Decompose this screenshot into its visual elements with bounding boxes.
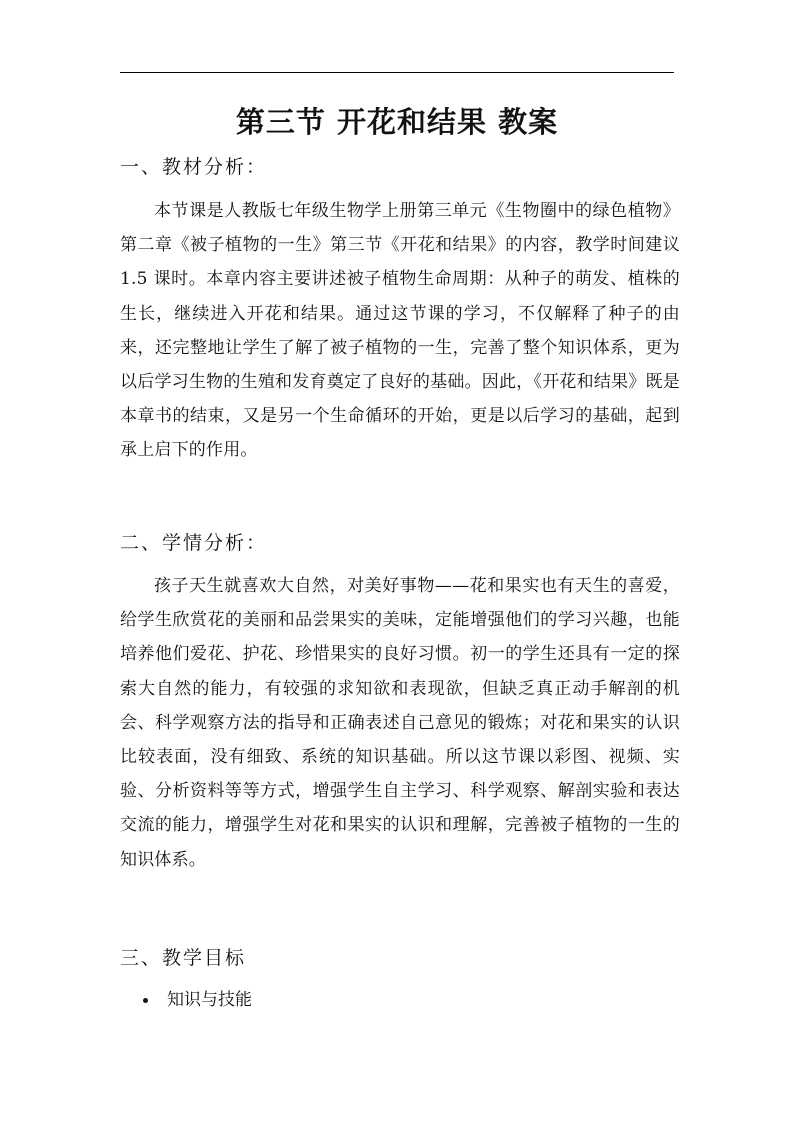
bullet-label: 知识与技能 — [167, 990, 252, 1010]
bullet-icon — [143, 998, 148, 1003]
document-title: 第三节 开花和结果 教案 — [235, 105, 559, 139]
paragraph-textbook-analysis: 本节课是人教版七年级生物学上册第三单元《生物圈中的绿色植物》第二章《被子植物的一生》第三节《开花和结果》的内容，教学时间建议 1.5 课时。本章内容主要讲述被子植物生命周期：从种子的萌发、植株的生长，继续进入开花和结果。通过这节课的学习，不仅解释了种子的由来，还完整地让学生了解了被子植物的一生，完善了整个知识体系，更为以后学习生物的生殖和发育奠定了良好的基础。因此，《开花和结果》既是本章书的结束，又是另一个生命循环的开始，更是以后学习的基础，起到承上启下的作用。 — [120, 201, 680, 461]
header-rule — [120, 72, 674, 73]
section-heading-student-analysis: 二、学情分析： — [120, 532, 268, 554]
section-heading-teaching-goals: 三、教学目标 — [120, 947, 247, 969]
bullet-item-knowledge-skills — [143, 986, 252, 1014]
paragraph-student-analysis: 孩子天生就喜欢大自然，对美好事物——花和果实也有天生的喜爱，给学生欣赏花的美丽和品尝果实的美味，定能增强他们的学习兴趣，也能培养他们爱花、护花、珍惜果实的良好习惯。初一的学生还具有一定的探索大自然的能力，有较强的求知欲和表现欲，但缺乏真正动手解剖的机会、科学观察方法的指导和正确表述自己意见的锻炼；对花和果实的认识比较表面，没有细致、系统的知识基础。所以这节课以彩图、视频、实验、分析资料等等方式，增强学生自主学习、科学观察、解剖实验和表达交流的能力，增强学生对花和果实的认识和理解，完善被子植物的一生的知识体系。 — [120, 576, 680, 870]
section-heading-textbook-analysis: 一、教材分析： — [120, 156, 268, 178]
